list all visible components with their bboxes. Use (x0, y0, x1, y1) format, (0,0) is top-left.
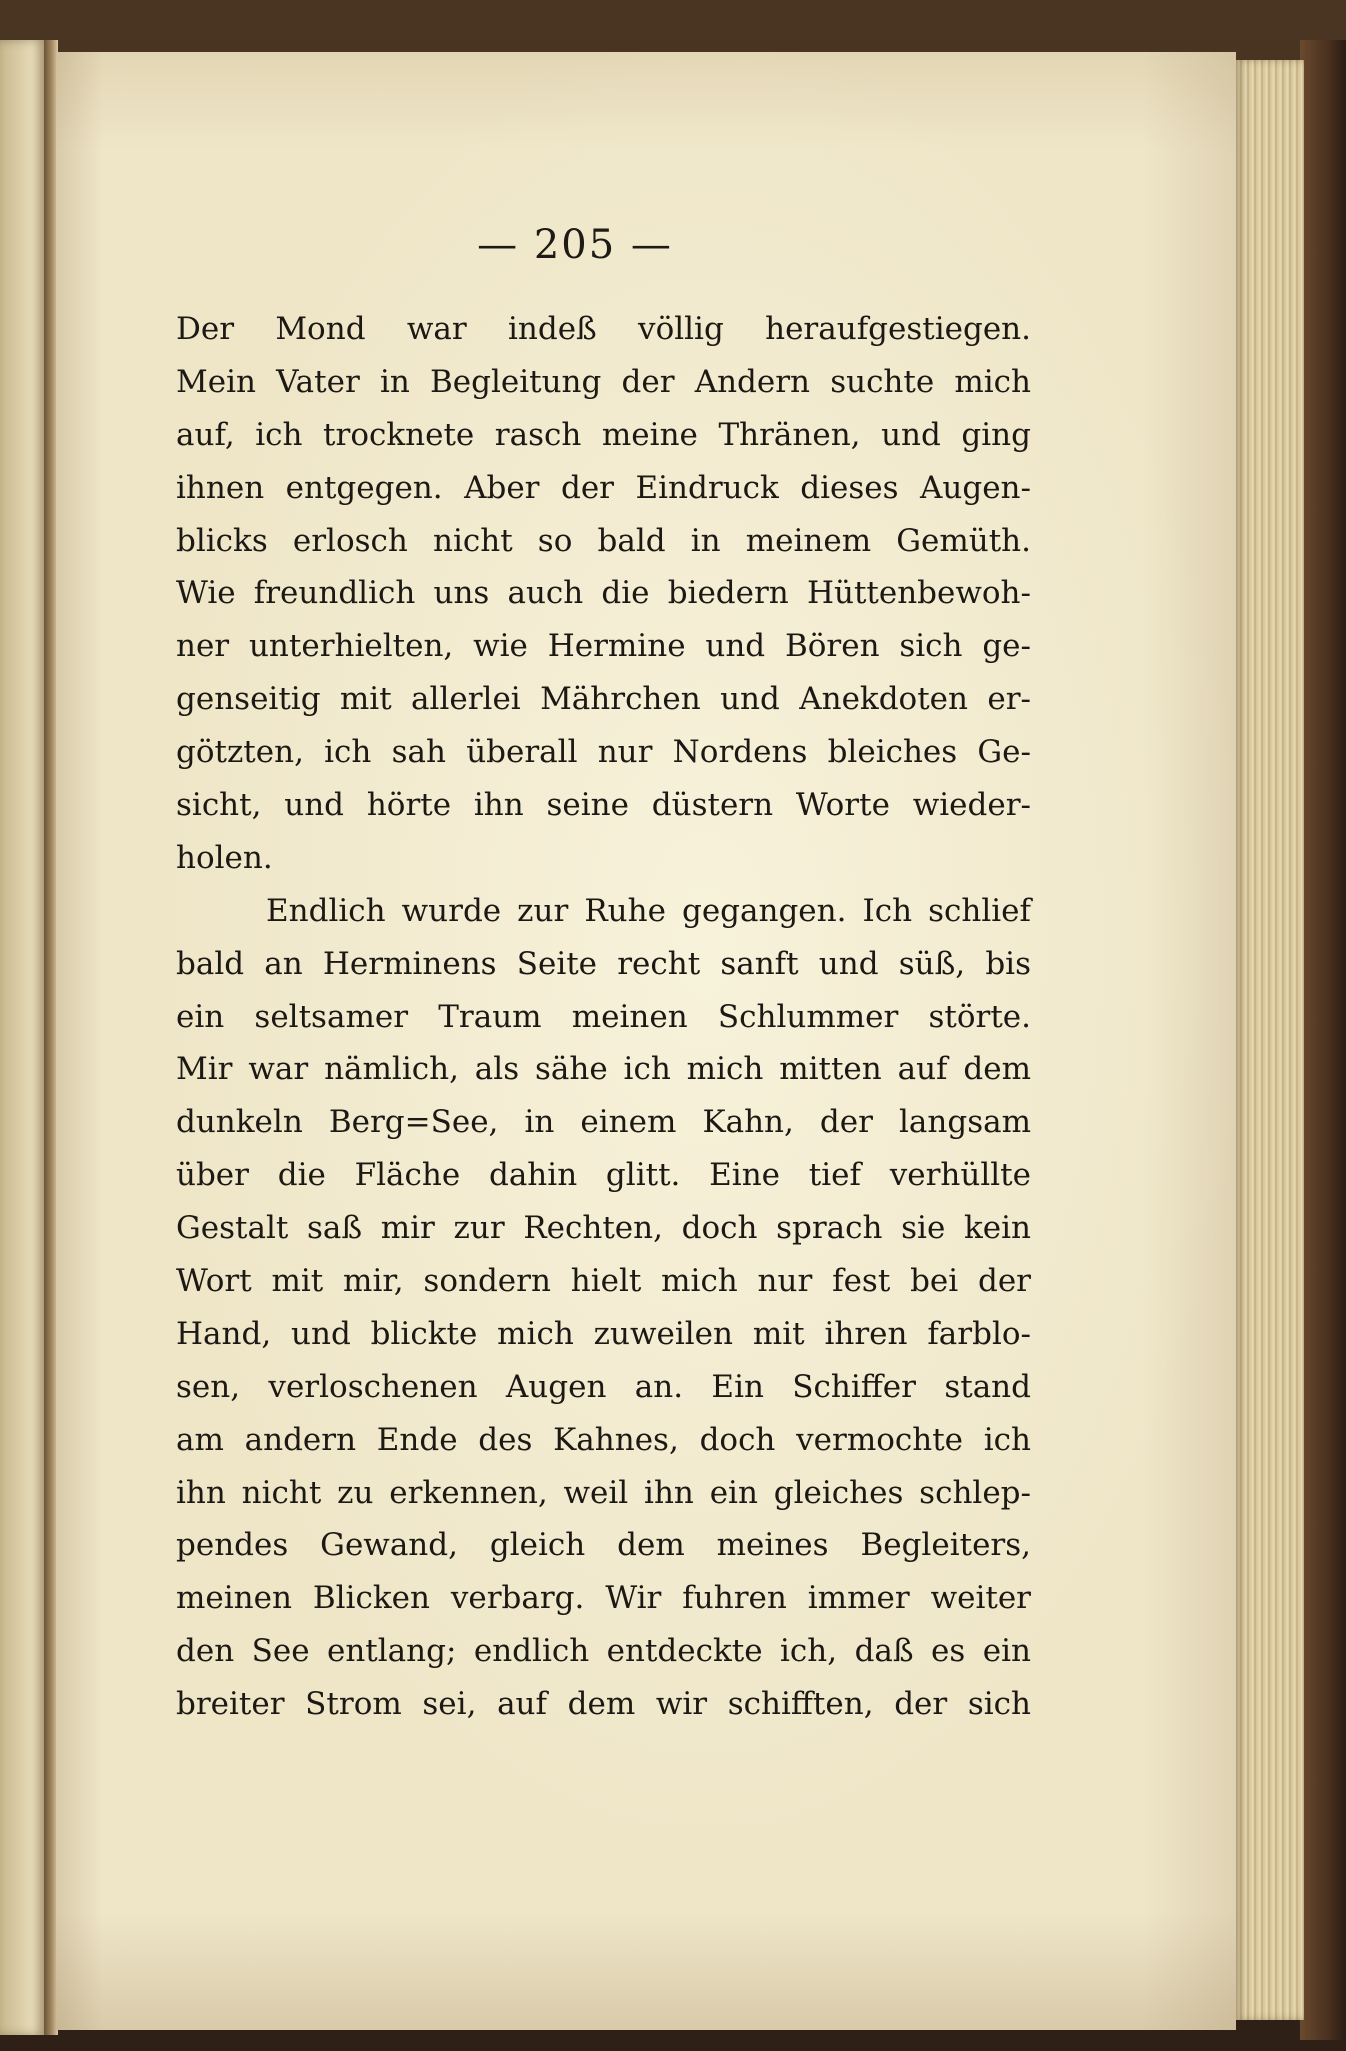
text-line: Wie freundlich uns auch die biedern Hüttenbewoh- (176, 575, 1031, 612)
body-text (176, 303, 1031, 1731)
text-line: breiter Strom sei, auf dem wir schifften, der sich (176, 1686, 1031, 1723)
text-line: dunkeln Berg=See, in einem Kahn, der langsam (176, 1104, 1031, 1141)
text-line: Der Mond war indeß völlig heraufgestiegen. (176, 311, 1031, 347)
text-line: bald an Herminens Seite recht sanft und süß, bis (176, 945, 1031, 982)
text-line: sen, verloschenen Augen an. Ein Schiffer stand (176, 1368, 1031, 1405)
text-line: sicht, und hörte ihn seine düstern Worte wieder- (176, 787, 1031, 824)
text-line: den See entlang; endlich entdeckte ich, daß es ein (176, 1633, 1031, 1670)
text-line: Wort mit mir, sondern hielt mich nur fest bei der (176, 1263, 1031, 1300)
text-line: holen. (176, 839, 273, 876)
cover-edge (1300, 40, 1346, 2040)
page-fore-edge (1236, 60, 1304, 2020)
text-line: pendes Gewand, gleich dem meines Begleiters, (176, 1527, 1031, 1564)
text-line: blicks erlosch nicht so bald in meinem Gemüth. (176, 522, 1031, 559)
text-line: über die Fläche dahin glitt. Eine tief verhüllte (176, 1157, 1031, 1194)
text-line: meinen Blicken verbarg. Wir fuhren immer weiter (176, 1580, 1031, 1617)
page-number: — 205 — (477, 222, 673, 268)
text-line: Hand, und blickte mich zuweilen mit ihren farblo- (176, 1315, 1031, 1352)
text-line: Gestalt saß mir zur Rechten, doch sprach sie kein (176, 1210, 1031, 1247)
text-line: ihnen entgegen. Aber der Eindruck dieses Augen- (176, 469, 1031, 506)
text-line: götzten, ich sah überall nur Nordens bleiches Ge- (176, 734, 1031, 771)
text-line: Mir war nämlich, als sähe ich mich mitten auf dem (176, 1051, 1031, 1088)
text-line: ein seltsamer Traum meinen Schlummer störte. (176, 998, 1031, 1035)
text-line: Endlich wurde zur Ruhe gegangen. Ich schlief (266, 892, 1031, 929)
text-line: genseitig mit allerlei Mährchen und Anekdoten er- (176, 681, 1031, 718)
text-line: ner unterhielten, wie Hermine und Bören sich ge- (176, 628, 1031, 665)
text-line: auf, ich trocknete rasch meine Thränen, und ging (176, 416, 1031, 453)
left-page-edge (0, 40, 46, 2035)
text-line: Mein Vater in Begleitung der Andern suchte mich (176, 363, 1031, 400)
text-line: am andern Ende des Kahnes, doch vermochte ich (176, 1421, 1031, 1458)
text-line: ihn nicht zu erkennen, weil ihn ein gleiches schlep- (176, 1474, 1031, 1511)
